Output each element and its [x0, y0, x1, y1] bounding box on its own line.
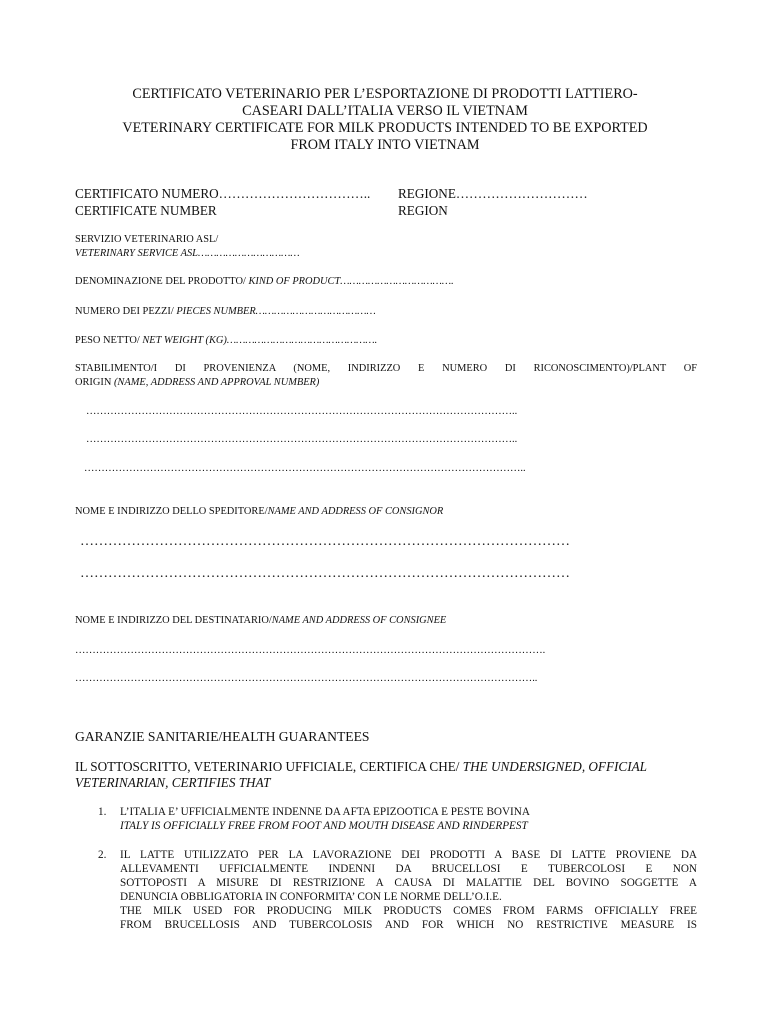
pieces-field	[75, 306, 376, 317]
pieces-label-en: PIECES NUMBER…………………………………	[176, 306, 376, 317]
guarantees-intro-it: IL SOTTOSCRITTO, VETERINARIO UFFICIALE, CERTIFICA CHE/	[75, 759, 463, 774]
guarantees-intro-line-2: VETERINARIAN, CERTIFIES THAT	[75, 775, 271, 790]
product-label: DENOMINAZIONE DEL PRODOTTO/	[75, 276, 249, 287]
service-label-en: VETERINARY SERVICE ASL……………………………	[75, 248, 300, 259]
weight-field	[75, 335, 377, 346]
plant-label-origin: ORIGIN	[75, 377, 114, 388]
guarantee-item-2-line-1: IL LATTE UTILIZZATO PER LA LAVORAZIONE DEI PRODOTTI A BASE DI LATTE PROVIENE DA	[120, 849, 697, 861]
product-field	[75, 276, 454, 287]
certificate-number-label-en: CERTIFICATE NUMBER	[75, 203, 217, 218]
guarantee-item-2-line-5: THE MILK USED FOR PRODUCING MILK PRODUCTS COMES FROM FARMS OFFICIALLY FREE	[120, 905, 697, 917]
plant-label-line2	[75, 377, 319, 388]
weight-label-en: NET WEIGHT (KG)………………………………………….	[142, 335, 378, 346]
consignee-blank-line-1: ……………………………………………………………………………………………………………………….	[75, 645, 546, 656]
plant-label-en: (NAME, ADDRESS AND APPROVAL NUMBER)	[113, 377, 320, 388]
weight-label: PESO NETTO/	[75, 335, 143, 346]
region-label: REGIONE…………………………	[398, 186, 588, 201]
title-line-4: FROM ITALY INTO VIETNAM	[290, 137, 480, 153]
guarantees-intro-en: THE UNDERSIGNED, OFFICIAL	[462, 759, 648, 774]
consignor-label: NOME E INDIRIZZO DELLO SPEDITORE/	[75, 506, 268, 517]
certificate-number-label: CERTIFICATO NUMERO……………………………..	[75, 186, 371, 201]
consignee-field	[75, 615, 446, 626]
guarantee-item-2-line-3: SOTTOPOSTI A MISURE DI RESTRIZIONE A CAUSA DI MALATTIE DEL BOVINO SOGGETTE A	[120, 877, 697, 889]
guarantee-item-2-line-2: ALLEVAMENTI UFFICIALMENTE INDENNI DA BRUCELLOSI E TUBERCOLOSI E NON	[120, 863, 697, 875]
plant-label: STABILIMENTO/I DI PROVENIENZA (NOME, INDIRIZZO E NUMERO DI RICONOSCIMENTO)/PLANT OF	[75, 363, 697, 374]
pieces-label: NUMERO DEI PEZZI/	[75, 306, 177, 317]
consignee-label-en: NAME AND ADDRESS OF CONSIGNEE	[271, 615, 447, 626]
guarantee-item-2-line-4: DENUNCIA OBBLIGATORIA IN CONFORMITA’ CON LE NORME DELL’O.I.E.	[120, 891, 502, 903]
guarantees-intro	[75, 759, 647, 775]
product-label-en: KIND OF PRODUCT……………………………….	[248, 276, 454, 287]
guarantee-item-1-line-1: L’ITALIA E’ UFFICIALMENTE INDENNE DA AFTA EPIZOOTICA E PESTE BOVINA	[120, 806, 530, 818]
plant-blank-line-3: ………………………………………………………………………………………………………………..	[84, 463, 526, 474]
guarantee-item-2-line-6: FROM BRUCELLOSIS AND TUBERCOLOSIS AND FOR WHICH NO RESTRICTIVE MEASURE IS	[120, 919, 697, 931]
guarantee-item-number: 1.	[98, 806, 107, 818]
title-line-2: CASEARI DALL’ITALIA VERSO IL VIETNAM	[242, 103, 528, 119]
service-label: SERVIZIO VETERINARIO ASL/	[75, 234, 219, 245]
consignee-label: NOME E INDIRIZZO DEL DESTINATARIO/	[75, 615, 272, 626]
guarantee-item-1-line-2: ITALY IS OFFICIALLY FREE FROM FOOT AND MOUTH DISEASE AND RINDERPEST	[120, 820, 528, 832]
title-line-1: CERTIFICATO VETERINARIO PER L’ESPORTAZIONE DI PRODOTTI LATTIERO-	[132, 86, 638, 102]
title-line-3: VETERINARY CERTIFICATE FOR MILK PRODUCTS INTENDED TO BE EXPORTED	[122, 120, 648, 136]
consignor-blank-line-1: ……………………………………………………………………………………………	[80, 534, 570, 549]
region-label-en: REGION	[398, 203, 448, 218]
consignor-field	[75, 506, 443, 517]
guarantees-heading: GARANZIE SANITARIE/HEALTH GUARANTEES	[75, 729, 370, 744]
plant-blank-line-1: ……………………………………………………………………………………………………………..	[86, 406, 518, 417]
consignee-blank-line-2: ……………………………………………………………………………………………………………………..	[75, 673, 538, 684]
consignor-label-en: NAME AND ADDRESS OF CONSIGNOR	[267, 506, 444, 517]
plant-blank-line-2: ……………………………………………………………………………………………………………..	[86, 434, 518, 445]
consignor-blank-line-2: ……………………………………………………………………………………………	[80, 566, 570, 581]
guarantee-item-number: 2.	[98, 849, 107, 861]
